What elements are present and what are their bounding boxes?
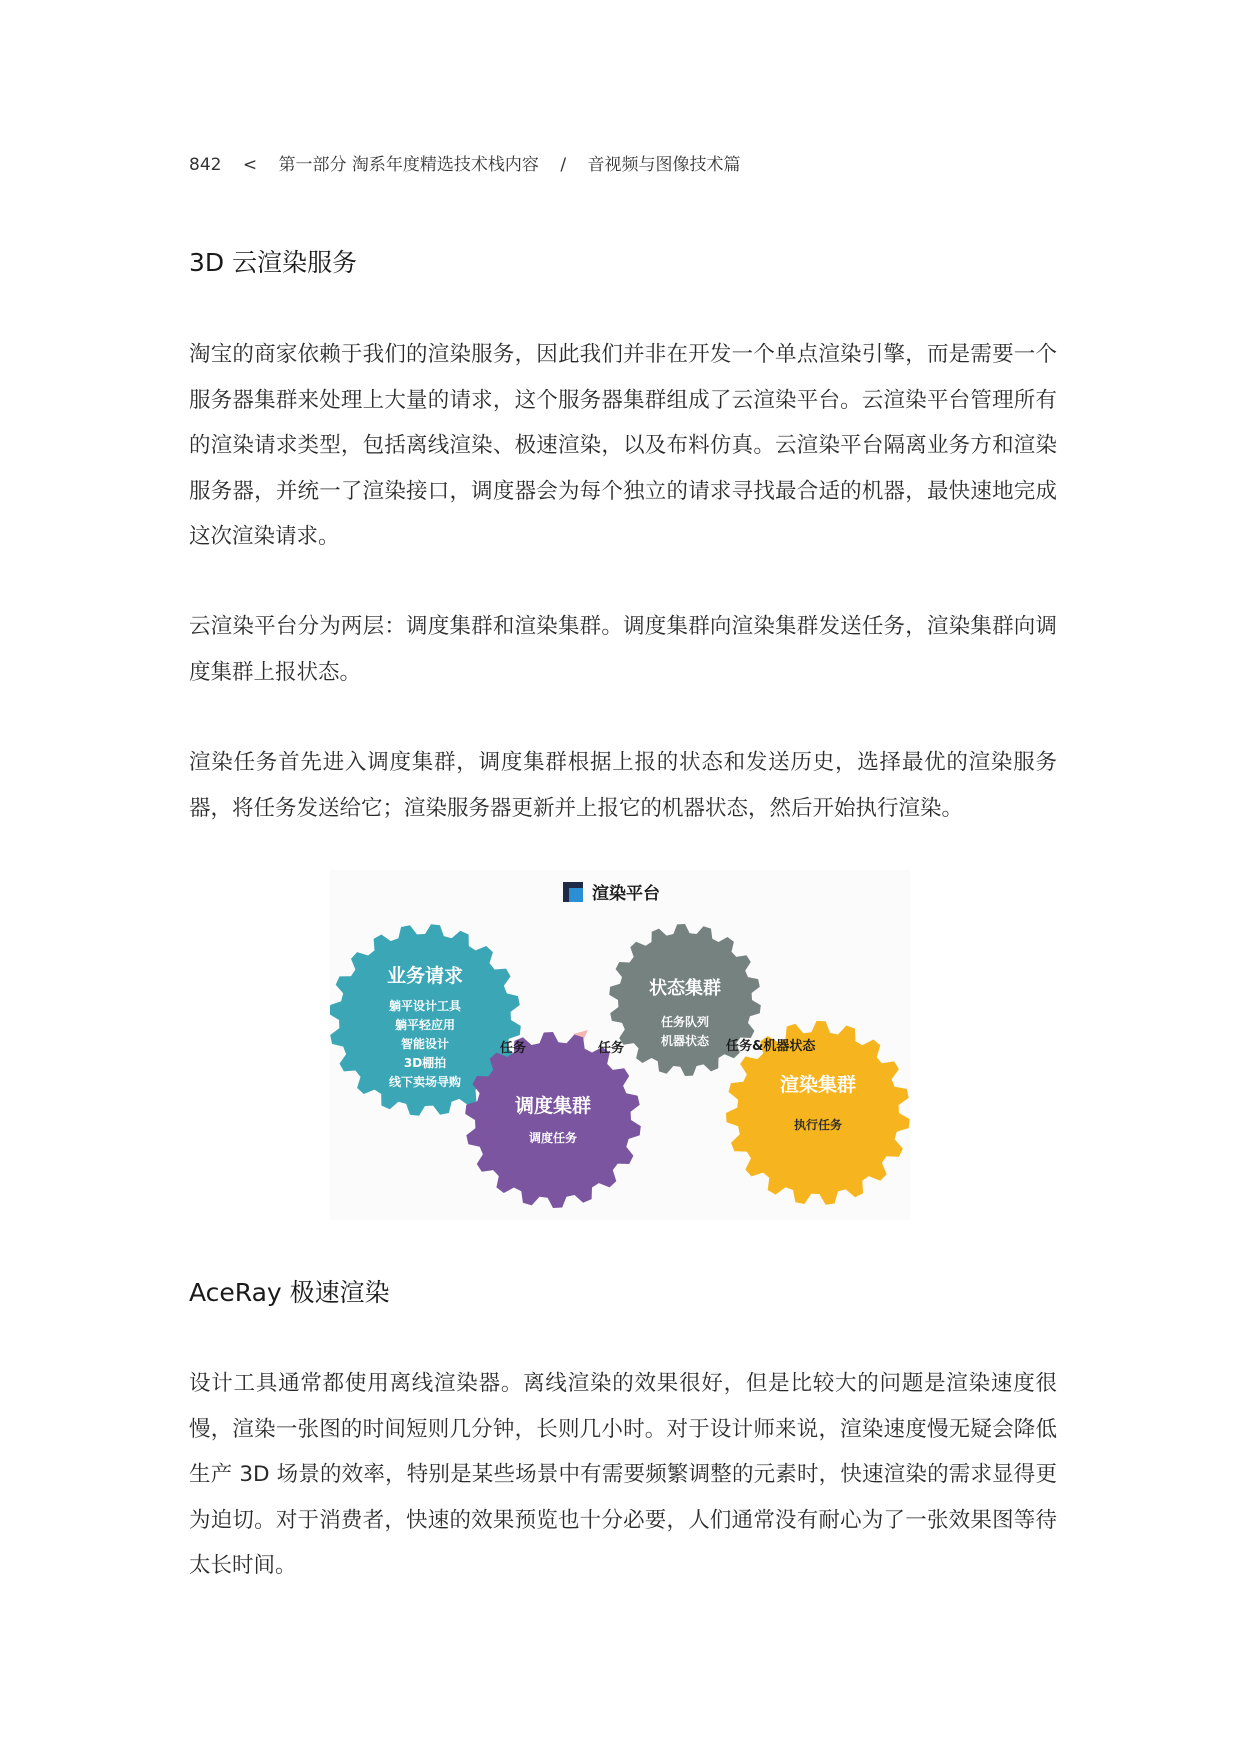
header-separator: < <box>242 155 258 175</box>
paragraph-flow: 渲染任务首先进入调度集群，调度集群根据上报的状态和发送历史，选择最优的渲染服务器，将任务发送给它；渲染服务器更新并上报它的机器状态，然后开始执行渲染。 <box>189 750 1057 821</box>
arrow-label-task-1: 任务 <box>500 1041 527 1056</box>
schedule-gear-item: 调度任务 <box>528 1131 578 1145</box>
business-gear-item: 3D棚拍 <box>403 1056 447 1070</box>
schedule-gear-title: 调度集群 <box>514 1095 592 1117</box>
paragraph-intro: 淘宝的商家依赖于我们的渲染服务，因此我们并非在开发一个单点渲染引擎，而是需要一个服务器集群来处理上大量的请求，这个服务器集群组成了云渲染平台。云渲染平台管理所有的渲染请求类型，包括离线渲染、极速渲染，以及布料仿真。云渲染平台隔离业务方和渲染服务器，并统一了渲染接口，调度器会为每个独立的请求寻找最合适的机器，最快速地完成这次渲染请求。 <box>189 342 1057 549</box>
section-heading-cloud-render: 3D 云渲染服务 <box>189 248 358 277</box>
render-platform-diagram <box>330 870 910 1220</box>
header-part: 第一部分 淘系年度精选技术栈内容 <box>278 155 539 175</box>
arrow-label-task-2: 任务 <box>598 1041 625 1056</box>
render-gear-item: 执行任务 <box>793 1118 843 1132</box>
render-gear-title: 渲染集群 <box>779 1074 857 1096</box>
business-gear-item: 智能设计 <box>400 1037 450 1051</box>
business-gear-title: 业务请求 <box>386 965 464 987</box>
status-gear-item: 机器状态 <box>660 1034 710 1048</box>
page-number: 842 <box>189 155 222 175</box>
business-gear-item: 躺平设计工具 <box>388 999 462 1013</box>
business-gear-item: 躺平轻应用 <box>394 1018 456 1032</box>
running-header <box>189 150 1089 175</box>
business-gear-item: 线下卖场导购 <box>388 1075 462 1089</box>
status-gear-title: 状态集群 <box>649 978 721 999</box>
status-gear-item: 任务队列 <box>660 1015 710 1029</box>
header-chapter: 音视频与图像技术篇 <box>587 155 741 175</box>
paragraph-aceray: 设计工具通常都使用离线渲染器。离线渲染的效果很好，但是比较大的问题是渲染速度很慢，渲染一张图的时间短则几分钟，长则几小时。对于设计师来说，渲染速度慢无疑会降低生产 3D 场景的效率，特别是某些场景中有需要频繁调整的元素时，快速渲染的需求显得更为迫切。对于消费者，快速的效果预览也十分必要，人们通常没有耐心为了一张效果图等待太长时间。 <box>189 1371 1057 1578</box>
paragraph-layers: 云渲染平台分为两层：调度集群和渲染集群。调度集群向渲染集群发送任务，渲染集群向调度集群上报状态。 <box>189 614 1057 685</box>
header-slash: / <box>560 155 567 175</box>
section-heading-aceray: AceRay 极速渲染 <box>189 1278 390 1307</box>
diagram-title-icon <box>563 882 583 902</box>
diagram-title: 渲染平台 <box>592 884 660 904</box>
arrow-label-task-state: 任务&机器状态 <box>726 1039 816 1054</box>
